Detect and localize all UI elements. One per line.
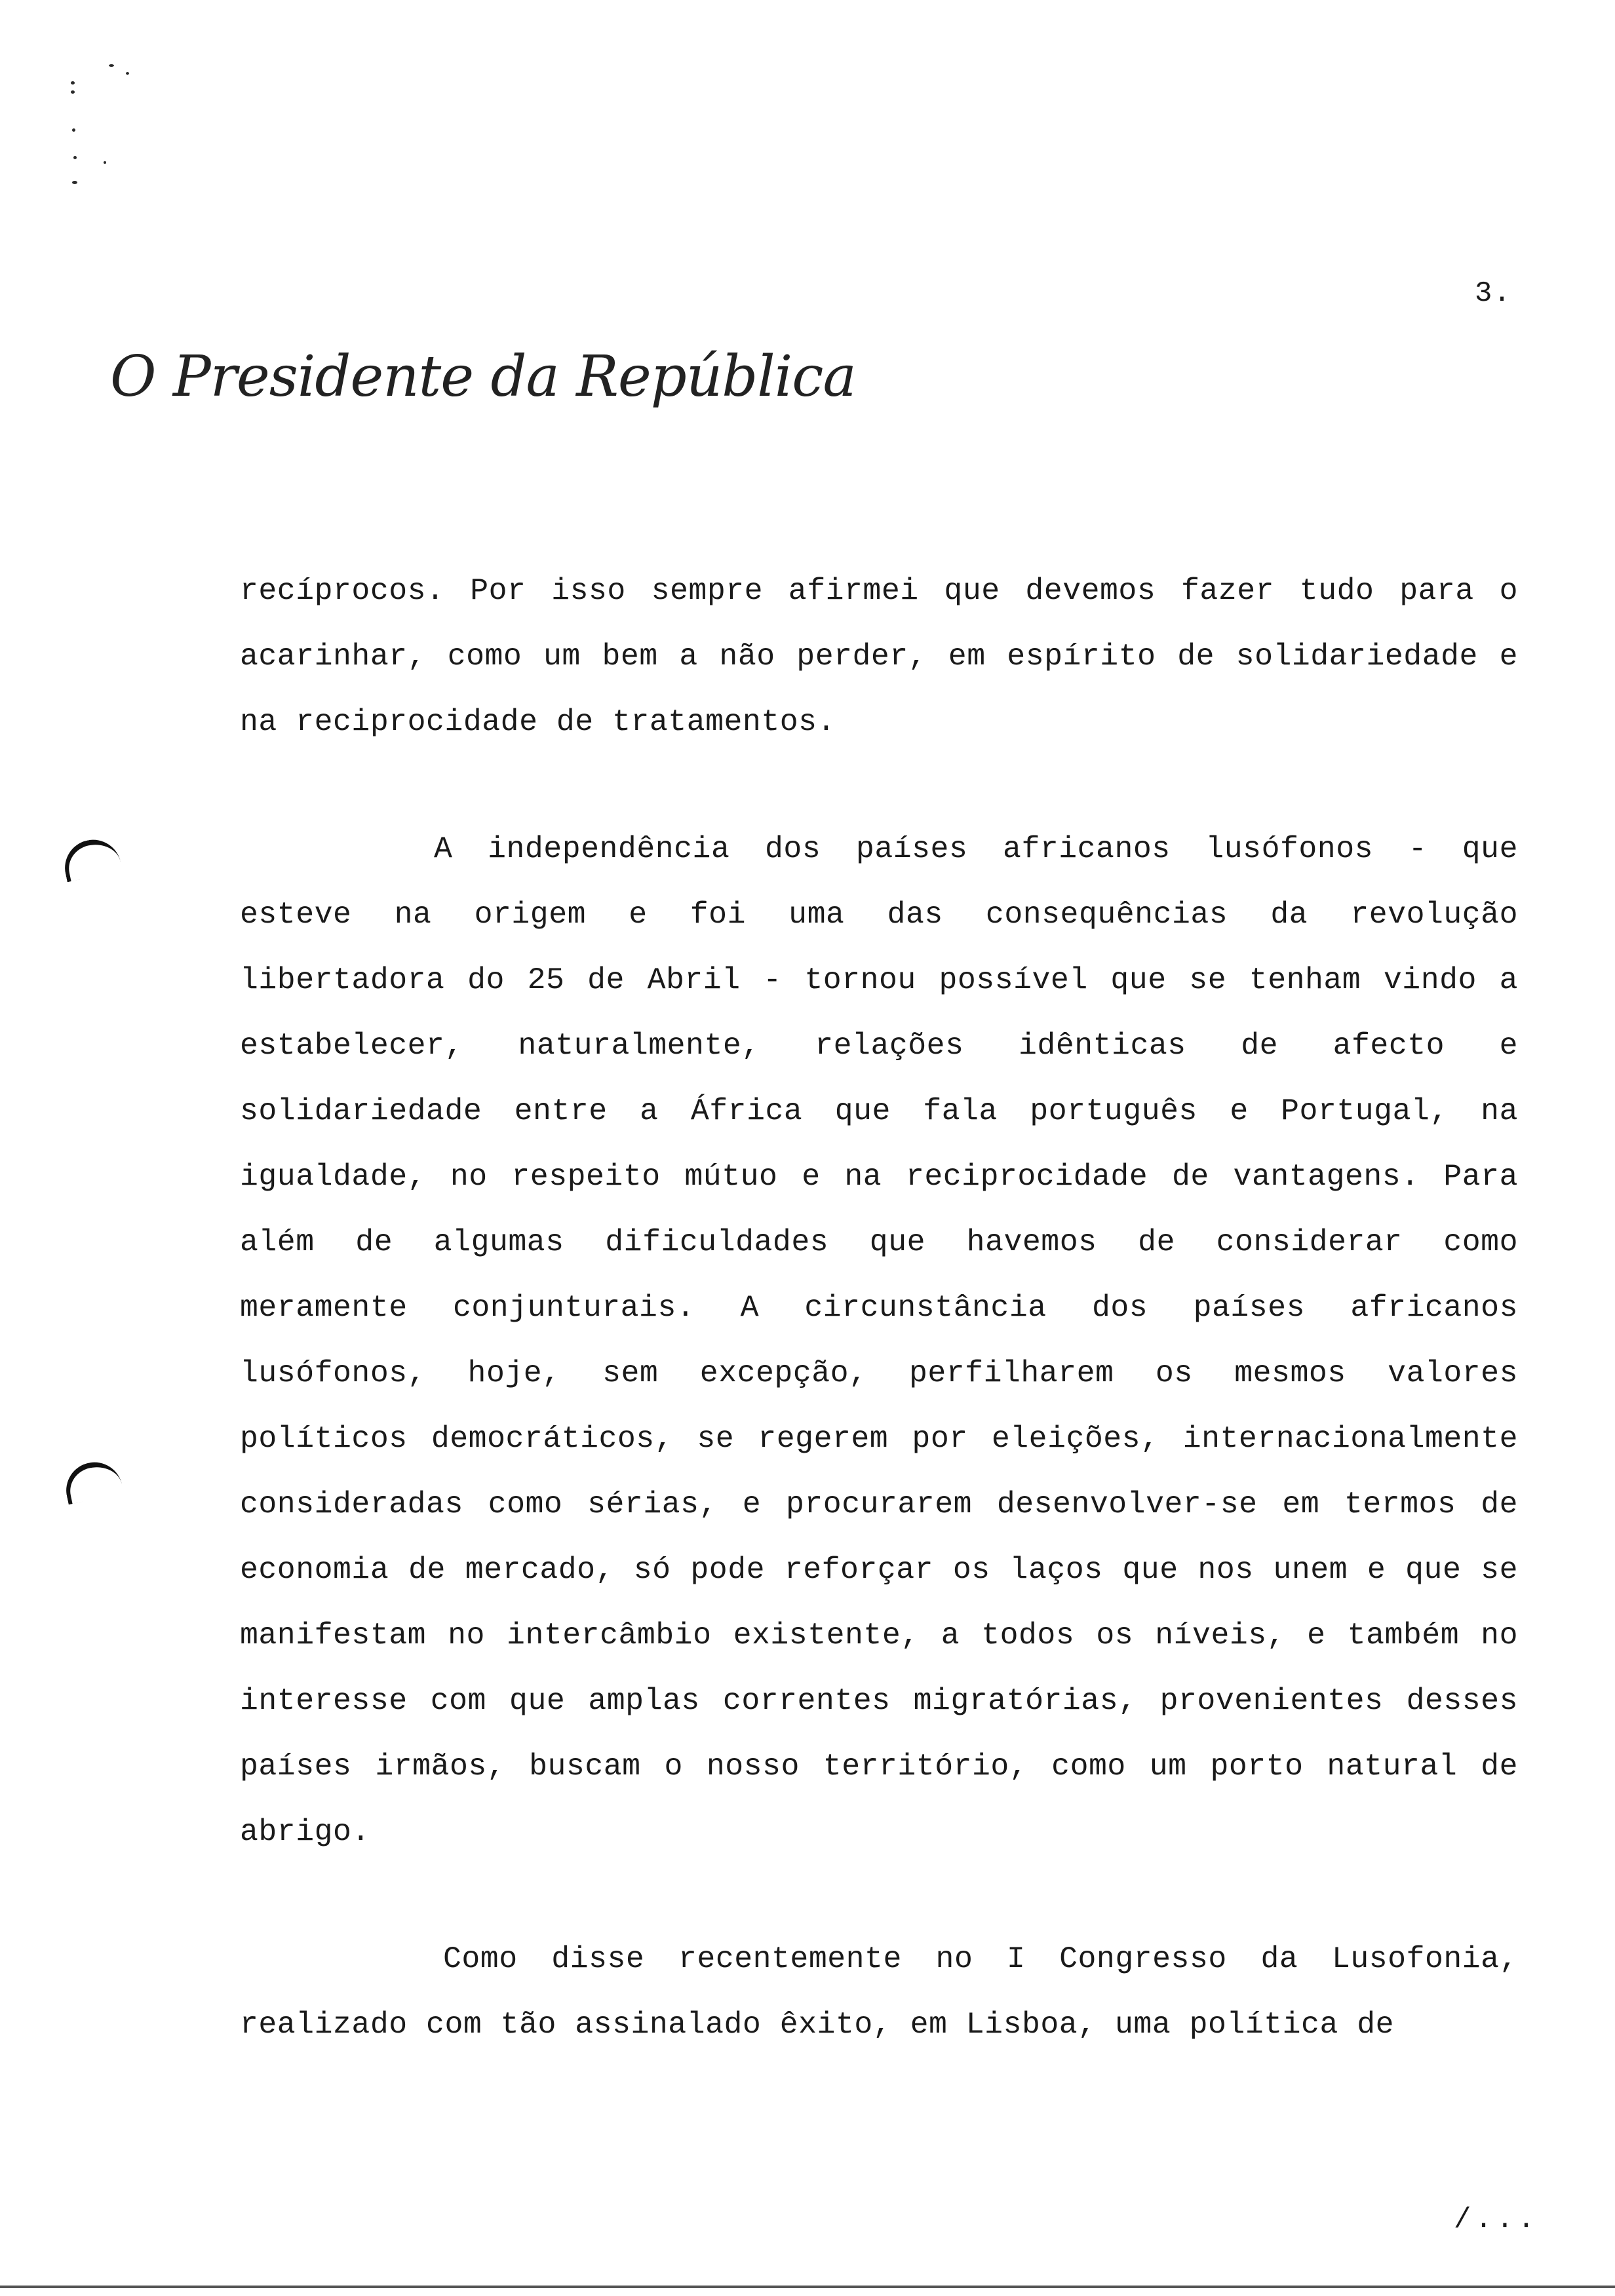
continuation-marker: /... (1454, 2204, 1539, 2236)
paragraph: Como disse recentemente no I Congresso da Lusofonia, realizado com tão assinalado êxito, em Lisboa, uma política de (240, 1942, 1518, 2042)
scan-dot (71, 90, 75, 94)
paragraph: recíprocos. Por isso sempre afirmei que devemos fazer tudo para o acarinhar, como um bem a não perder, em espírito de solidariedade e na reciprocidade de tratamentos. (240, 573, 1518, 739)
scan-dot (71, 81, 75, 85)
paragraph: A independência dos países africanos lusófonos - que esteve na origem e foi uma das consequências da revolução libertadora do 25 de Abril - tornou possível que se tenham vindo a estabelecer, naturalmente, relações idênticas de afecto e solidariedade entre a África que fala português e Portugal, na igualdade, no respeito mútuo e na reciprocidade de vantagens. Para além de algumas dificuldades que havemos de considerar como meramente conjunturais. A circunstância dos países africanos lusófonos, hoje, sem excepção, perfilharem os mesmos valores políticos democráticos, se regerem por eleições, internacionalmente consideradas como sérias, e procurarem desenvolver-se em termos de economia de mercado, só pode reforçar os laços que nos unem e que se manifestam no intercâmbio existente, a todos os níveis, e também no interesse com que amplas correntes migratórias, provenientes desses países irmãos, buscam o nosso território, como um porto natural de abrigo. (240, 832, 1518, 1849)
punch-hole-mark (60, 835, 123, 883)
scan-dot (126, 72, 129, 75)
scan-dot (72, 128, 75, 132)
letterhead-title: O Presidente da República (110, 344, 856, 410)
punch-hole-mark (61, 1457, 124, 1505)
scan-dot (72, 181, 77, 184)
scan-dot (73, 156, 77, 159)
page-number: 3. (1475, 277, 1512, 310)
page-edge-line (0, 2286, 1615, 2288)
scan-dot (109, 64, 114, 67)
scan-dot (104, 161, 106, 164)
